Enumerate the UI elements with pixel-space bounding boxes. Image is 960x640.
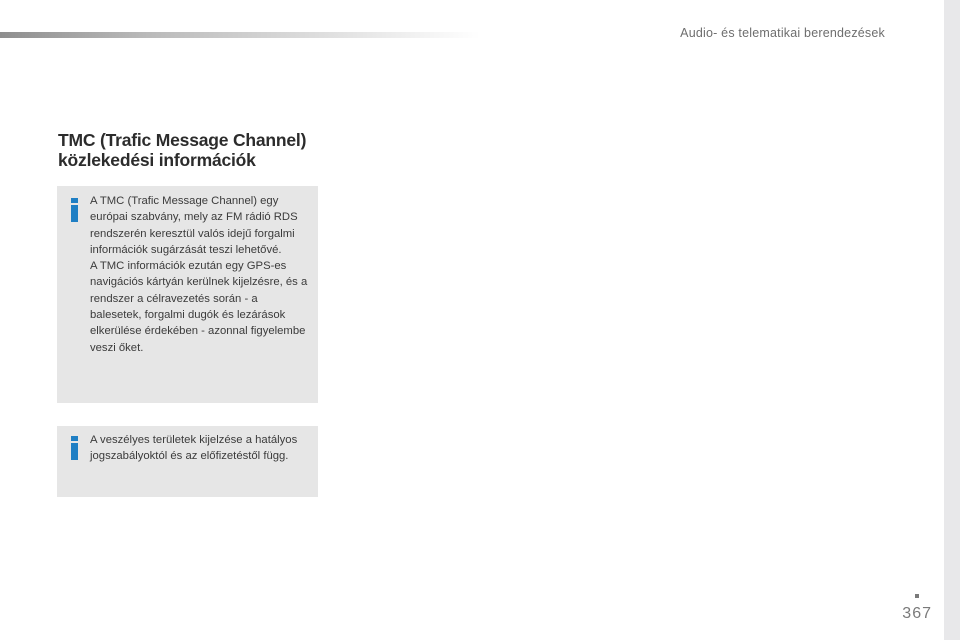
info-paragraph: A TMC (Trafic Message Channel) egy európai szabvány, mely az FM rádió RDS rendszerén keresztül valós idejű forgalmi információk sugárzását teszi lehetővé.: [90, 195, 298, 256]
page-number-marker: [915, 594, 919, 598]
section-title-line-2: közlekedési információk: [58, 150, 256, 170]
info-box-danger-zones: [57, 426, 318, 497]
page-edge-strip: [944, 0, 960, 640]
info-icon-dot: [71, 198, 78, 203]
header-gradient-rule: [0, 32, 480, 38]
info-icon: [70, 436, 80, 460]
info-box-tmc-description: [57, 186, 318, 403]
section-title-line-1: TMC (Trafic Message Channel): [58, 130, 307, 150]
info-icon-dot: [71, 436, 78, 441]
page-number: 367: [902, 605, 932, 622]
info-paragraph: A veszélyes területek kijelzése a hatályos jogszabályoktól és az előfizetéstől függ.: [90, 434, 298, 463]
info-icon-stem: [71, 443, 78, 460]
chapter-title: Audio- és telematikai berendezések: [680, 26, 885, 40]
info-icon-stem: [71, 205, 78, 222]
info-paragraph: A TMC információk ezután egy GPS-es navigációs kártyán kerülnek kijelzésre, és a rendszer a célravezetés során - a balesetek, forgalmi dugók és lezárások elkerülése érdekében - azonnal figyelembe veszi őket.: [90, 260, 308, 354]
info-box-text: [90, 193, 310, 356]
section-title: [58, 130, 358, 170]
info-icon: [70, 198, 80, 222]
info-box-text: [90, 432, 310, 465]
